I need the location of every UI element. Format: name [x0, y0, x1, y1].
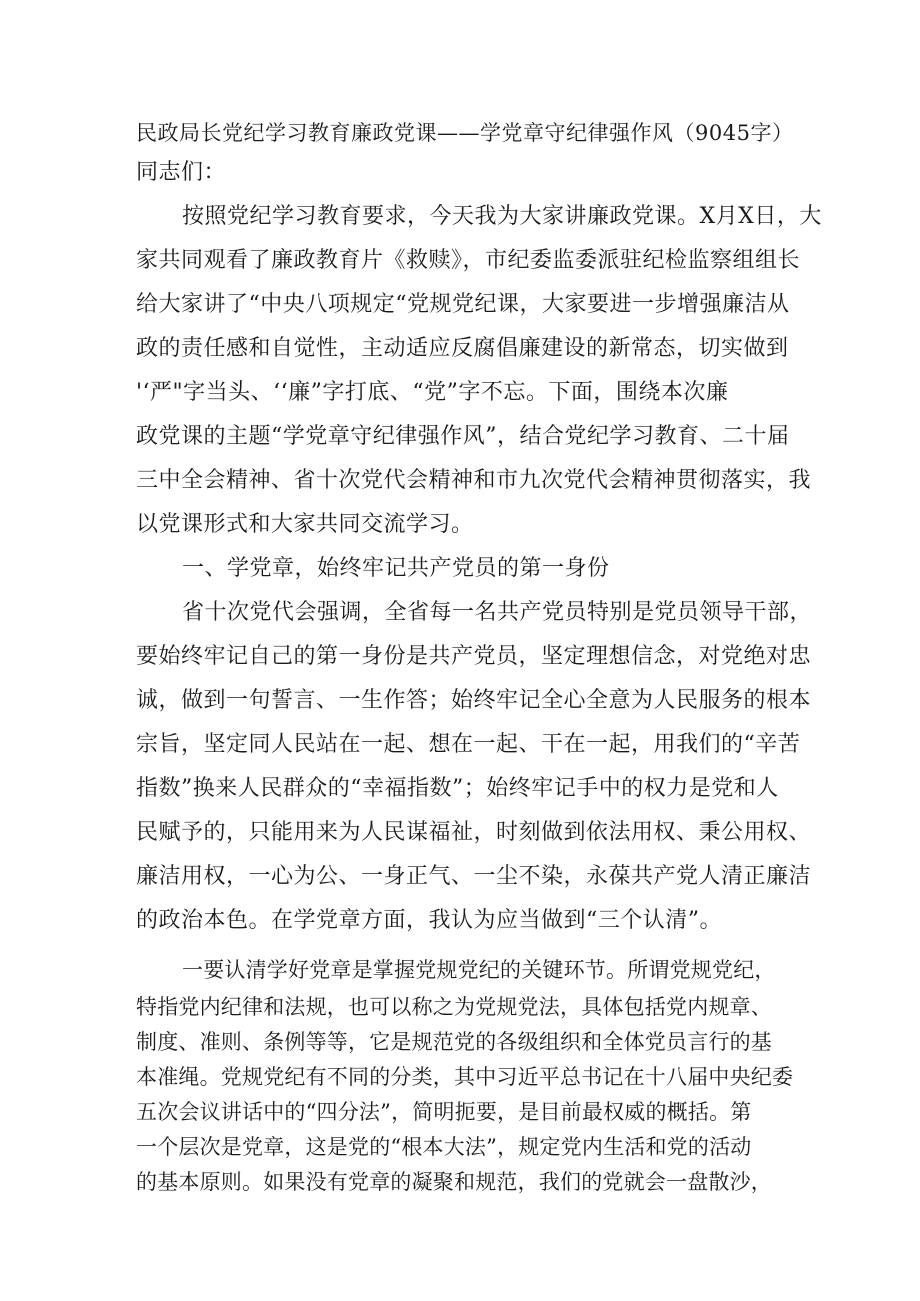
paragraph-4-line-4: 本准绳。党规党纪有不同的分类，其中习近平总书记在十八届中央纪委 — [136, 1065, 794, 1089]
paragraph-1-line-7: 三中全会精神、省十次党代会精神和市九次党代会精神贯彻落实，我 — [136, 468, 812, 493]
paragraph-1-line-3: 给大家讲了“中央八项规定“党规党纪课，大家要进一步增强廉洁从 — [136, 292, 790, 317]
paragraph-4-line-5: 五次会议讲话中的“四分法”，简明扼要，是目前最权威的概括。第 — [136, 1100, 752, 1124]
paragraph-3-line-1: 省十次党代会强调，全省每一名共产党员特别是党员领导干部， — [182, 600, 813, 625]
paragraph-1-line-6: 政党课的主题“学党章守纪律强作风”，结合党纪学习教育、二十届 — [136, 424, 790, 449]
paragraph-4-line-1: 一要认清学好党章是掌握党规党纪的关键环节。所谓党规党纪， — [182, 958, 776, 982]
section-heading-1: 一、学党章，始终牢记共产党员的第一身份 — [182, 556, 610, 581]
paragraph-3-line-4: 宗旨，坚定同人民站在一起、想在一起、干在一起，用我们的“辛苦 — [136, 732, 801, 757]
paragraph-1-line-5: '‘严"字当头、‘‘廉”字打底、“党”字不忘。下面，围绕本次廉 — [136, 380, 729, 405]
paragraph-4-line-7: 的基本原则。如果没有党章的凝聚和规范，我们的党就会一盘散沙， — [136, 1170, 772, 1194]
paragraph-4-line-6: 一个层次是党章，这是党的“根本大法”，规定党内生活和党的活动 — [136, 1135, 752, 1159]
paragraph-4-line-2: 特指党内纪律和法规，也可以称之为党规党法，具体包括党内规章、 — [136, 995, 772, 1019]
paragraph-3-line-3: 诚，做到一句誓言、一生作答；始终牢记全心全意为人民服务的根本 — [136, 688, 812, 713]
paragraph-4-line-3: 制度、准则、条例等等，它是规范党的各级组织和全体党员言行的基 — [136, 1030, 772, 1054]
paragraph-1-line-2: 家共同观看了廉政教育片《救赎》，市纪委监委派驻纪检监察组组长 — [136, 248, 801, 273]
paragraph-3-line-5: 指数”换来人民群众的“幸福指数”；始终牢记手中的权力是党和人 — [136, 776, 779, 801]
paragraph-1-line-1: 按照党纪学习教育要求，今天我为大家讲廉政党课。X月X日，大 — [182, 204, 822, 229]
document-title: 民政局长党纪学习教育廉政党课——学党章守纪律强作风（9045字） — [136, 121, 794, 145]
paragraph-3-line-2: 要始终牢记自己的第一身份是共产党员，坚定理想信念，对党绝对忠 — [136, 644, 812, 669]
paragraph-3-line-7: 廉洁用权，一心为公、一身正气、一尘不染，永葆共产党人清正廉洁 — [136, 864, 812, 889]
paragraph-1-line-8: 以党课形式和大家共同交流学习。 — [136, 512, 474, 537]
paragraph-3-line-8: 的政治本色。在学党章方面，我认为应当做到“三个认清”。 — [136, 908, 722, 933]
greeting: 同志们： — [136, 160, 227, 185]
paragraph-1-line-4: 政的责任感和自觉性，主动适应反腐倡廉建设的新常态，切实做到 — [136, 336, 789, 361]
paragraph-3-line-6: 民赋予的，只能用来为人民谋福祉，时刻做到依法用权、秉公用权、 — [136, 820, 812, 845]
